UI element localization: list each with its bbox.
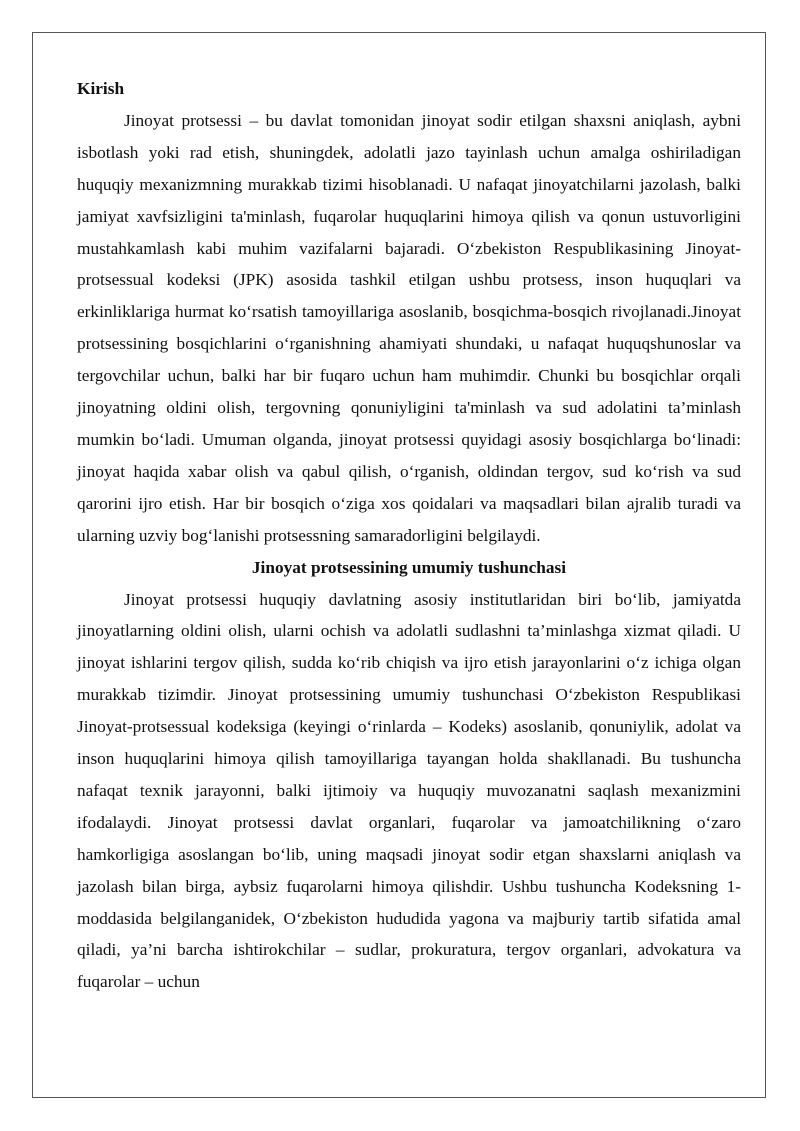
section-paragraph: Jinoyat protsessi huquqiy davlatning asosiy institutlaridan biri bo‘lib, jamiyatda jinoyatlarning oldini olish, ularni ochish va adolatli sudlashni ta’minlashga xizmat qiladi. U jinoyat ishlarini tergov qilish, sudda ko‘rib chiqish va ijro etish jarayonlarini o‘z ichiga olgan murakkab tizimdir. Jinoyat protsessining umumiy tushunchasi O‘zbekiston Respublikasi Jinoyat-protsessual kodeksiga (keyingi o‘rinlarda – Kodeks) asoslanib, qonuniylik, adolat va inson huquqlarini himoya qilish tamoyillariga tayangan holda shakllanadi. Bu tushuncha nafaqat texnik jarayonni, balki ijtimoiy va huquqiy muvozanatni saqlash mexanizmini ifodalaydi. Jinoyat protsessi davlat organlari, fuqarolar va jamoatchilikning o‘zaro hamkorligiga asoslangan bo‘lib, uning maqsadi jinoyat sodir etgan shaxslarni aniqlash va jazolash bilan birga, aybsiz fuqarolarni himoya qilishdir. Ushbu tushuncha Kodeksning 1-moddasida belgilanganidek, O‘zbekiston hududida yagona va majburiy tartib sifatida amal qiladi, ya’ni barcha ishtirokchilar – sudlar, prokuratura, tergov organlari, advokatura va fuqarolar – uchun (77, 589, 741, 992)
section-heading: Jinoyat protsessining umumiy tushunchasi (251, 557, 567, 577)
intro-paragraph: Jinoyat protsessi – bu davlat tomonidan jinoyat sodir etilgan shaxsni aniqlash, aybni isbotlash yoki rad etish, shuningdek, adolatli jazo tayinlash uchun amalga oshiriladigan huquqiy mexanizmning murakkab tizimi hisoblanadi. U nafaqat jinoyatchilarni jazolash, balki jamiyat xavfsizligini ta'minlash, fuqarolar huquqlarini himoya qilish va qonun ustuvorligini mustahkamlash kabi muhim vazifalarni bajaradi. O‘zbekiston Respublikasining Jinoyat-protsessual kodeksi (JPK) asosida tashkil etilgan ushbu protsess, inson huquqlari va erkinliklariga hurmat ko‘rsatish tamoyillariga asoslanib, bosqichma-bosqich rivojlanadi.Jinoyat protsessining bosqichlarini o‘rganishning ahamiyati shundaki, u nafaqat huquqshunoslar va tergovchilar uchun, balki har bir fuqaro uchun ham muhimdir. Chunki bu bosqichlar orqali jinoyatning oldini olish, tergovning qonuniyligini ta'minlash va sud adolatini ta’minlash mumkin bo‘ladi. Umuman olganda, jinoyat protsessi quyidagi asosiy bosqichlarga bo‘linadi: jinoyat haqida xabar olish va qabul qilish, o‘rganish, oldindan tergov, sud ko‘rish va sud qarorini ijro etish. Har bir bosqich o‘ziga xos qoidalari va maqsadlari bilan ajralib turadi va ularning uzviy bog‘lanishi protsessning samaradorligini belgilaydi. (77, 110, 741, 545)
intro-heading: Kirish (77, 79, 125, 98)
document-body (77, 73, 741, 998)
